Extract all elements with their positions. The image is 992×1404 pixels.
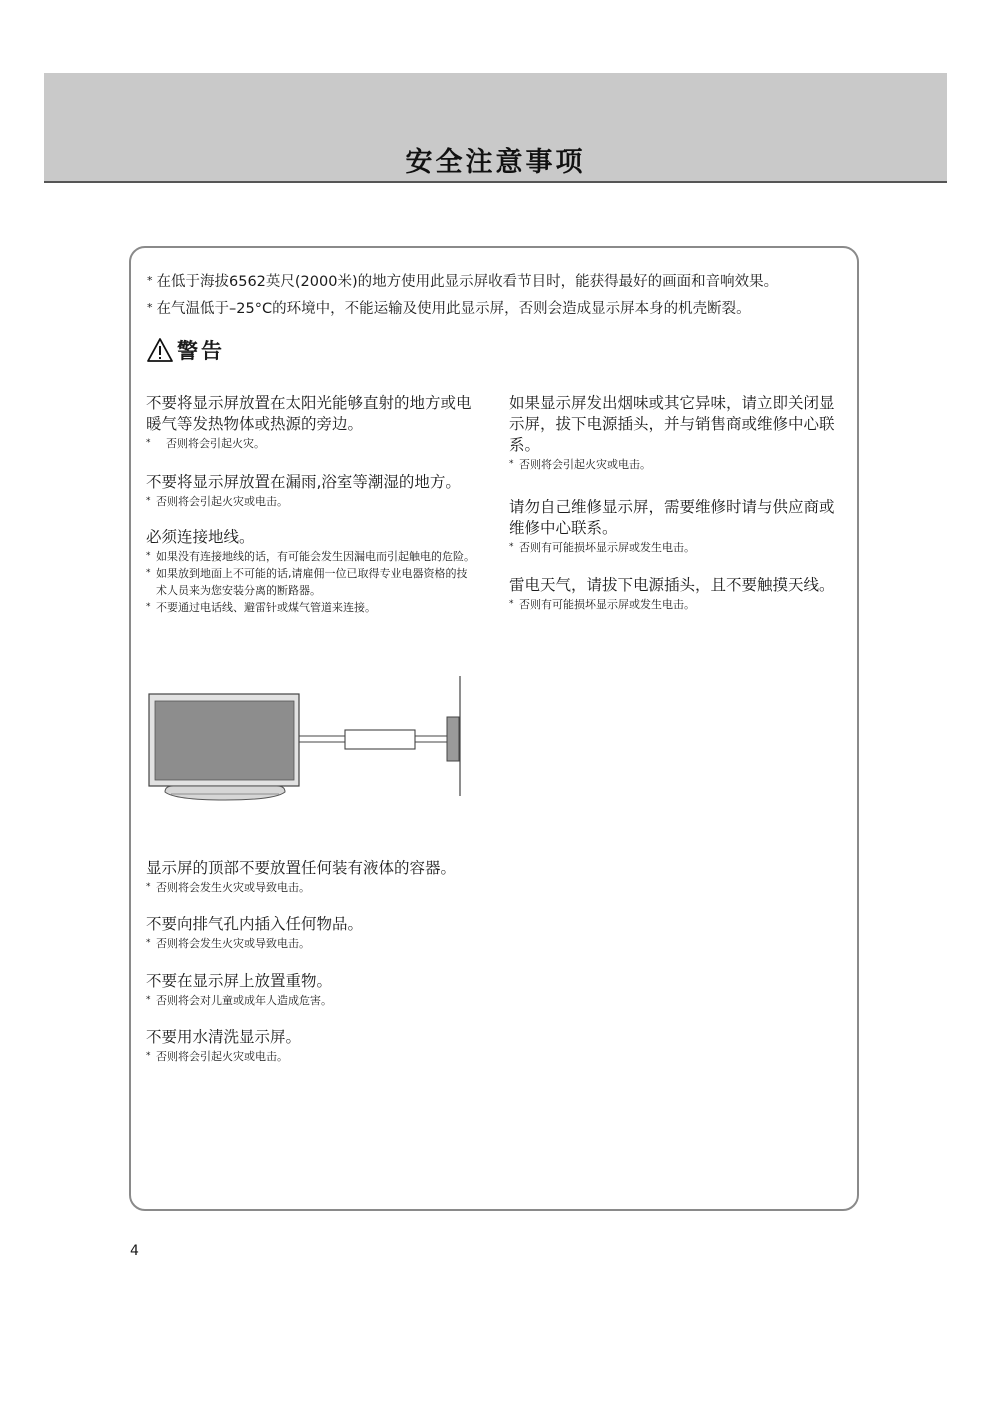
bullet: * (147, 274, 153, 287)
item-title: 不要向排气孔内插入任何物品。 (146, 915, 364, 933)
bullet: * (509, 542, 514, 552)
bullet: * (146, 995, 151, 1005)
item-title: 不要用水清洗显示屏。 (146, 1028, 302, 1046)
item-title: 雷电天气，请拔下电源插头，且不要触摸天线。 (509, 576, 835, 594)
warning-item (146, 971, 486, 1009)
item-title: 如果显示屏发出烟味或其它异味，请立即关闭显示屏，拔下电源插头，并与销售商或维修中心联系。 (509, 394, 835, 454)
page-title: 安全注意事项 (405, 147, 586, 178)
warning-item (146, 472, 486, 510)
item-note: * 否则将会引起火灾或电击。 (509, 458, 651, 471)
page-number: 4 (130, 1243, 139, 1259)
bullet: * (146, 551, 151, 561)
bullet: * (509, 459, 514, 469)
grounding-illustration (145, 672, 475, 807)
ground-cable-illustration (299, 730, 447, 749)
warning-item (509, 393, 844, 473)
item-title: 不要将显示屏放置在太阳光能够直射的地方或电暖气等发热物体或热源的旁边。 (146, 394, 472, 433)
bullet: * (509, 599, 514, 609)
item-note: * 否则有可能损坏显示屏或发生电击。 (509, 541, 695, 554)
header-band (44, 73, 947, 183)
item-note: * 否则将会引起火灾或电击。 (146, 495, 288, 508)
intro-notes (147, 268, 847, 322)
item-note: * 否则将会发生火灾或导致电击。 (146, 881, 310, 894)
item-title: 显示屏的顶部不要放置任何装有液体的容器。 (146, 859, 457, 877)
item-title: 不要将显示屏放置在漏雨,浴室等潮湿的地方。 (146, 473, 461, 491)
item-note: * 不要通过电话线、避雷针或煤气管道来连接。 (146, 601, 376, 614)
warning-title: 警告 (177, 339, 225, 363)
bullet: * (146, 438, 151, 448)
item-note: * 否则将会引起火灾或电击。 (146, 1050, 288, 1063)
item-note: * 否则将会对儿童或成年人造成危害。 (146, 994, 332, 1007)
warning-item (146, 914, 486, 952)
item-note: * 否则将会发生火灾或导致电击。 (146, 937, 310, 950)
item-note: * 如果放到地面上不可能的话,请雇佣一位已取得专业电器资格的技术人员来为您安装分离的断路器。 (146, 567, 468, 597)
warning-triangle-icon (146, 337, 174, 363)
bullet: * (147, 301, 153, 314)
item-title: 不要在显示屏上放置重物。 (146, 972, 333, 990)
warning-item (509, 575, 854, 613)
bullet: * (146, 938, 151, 948)
tv-illustration (149, 694, 299, 800)
item-note: * 否则有可能损坏显示屏或发生电击。 (509, 598, 695, 611)
item-title: 请勿自己维修显示屏，需要维修时请与供应商或维修中心联系。 (509, 498, 835, 537)
warning-heading (146, 335, 225, 365)
item-note: * 否则将会引起火灾。 (146, 437, 265, 450)
bullet: * (146, 882, 151, 892)
bullet: * (146, 1051, 151, 1061)
warning-item (146, 1027, 486, 1065)
bullet: * (146, 496, 151, 506)
intro-line: * 在气温低于–25°C的环境中，不能运输及使用此显示屏，否则会造成显示屏本身的机壳断裂。 (147, 301, 751, 317)
item-title: 必须连接地线。 (146, 528, 255, 546)
bullet: * (146, 602, 151, 612)
intro-line: * 在低于海拔6562英尺(2000米)的地方使用此显示屏收看节目时，能获得最好的画面和音响效果。 (147, 274, 779, 290)
warning-item (509, 497, 844, 556)
item-note: * 如果没有连接地线的话，有可能会发生因漏电而引起触电的危险。 (146, 550, 475, 563)
warning-item (146, 393, 486, 452)
bullet: * (146, 568, 151, 578)
warning-item (146, 527, 476, 616)
warning-item (146, 858, 506, 896)
wall-outlet-illustration (447, 676, 460, 796)
